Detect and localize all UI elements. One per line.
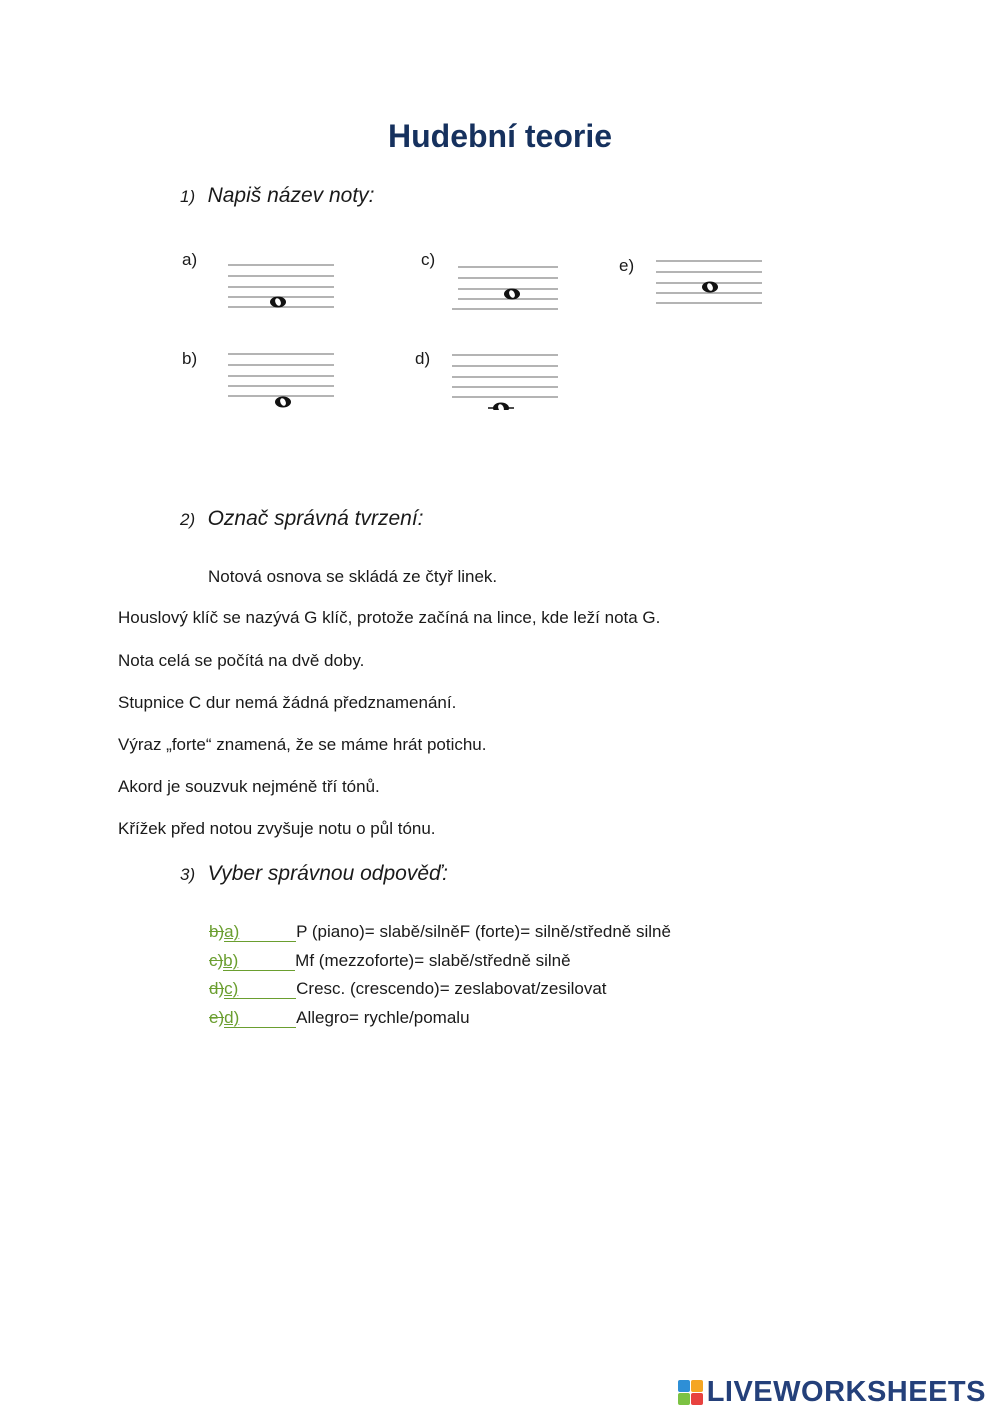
note-label-d: d) [415, 349, 431, 368]
section-title: Napiš název noty: [207, 184, 375, 207]
logo-text: LIVEWORKSHEETS [706, 1376, 986, 1408]
note-label-a: a) [182, 250, 198, 269]
answer-input[interactable]: c) [224, 980, 296, 999]
staff-d [450, 346, 560, 410]
answer-struck-label: b) [209, 922, 225, 941]
section-number: 1) [180, 187, 196, 206]
logo-square [691, 1393, 703, 1405]
note-label-c: c) [421, 250, 436, 269]
whole-note-c [504, 289, 520, 300]
staff-a [226, 256, 336, 320]
answer-text: Cresc. (crescendo)= zeslabovat/zesilovat [296, 979, 607, 998]
answer-input[interactable]: d) [224, 1009, 296, 1028]
answer-text: Mf (mezzoforte)= slabě/středně silně [295, 951, 571, 970]
section-number: 3) [180, 865, 196, 884]
page-title: Hudební teorie [387, 118, 612, 154]
whole-note-d [488, 403, 514, 411]
answer-row [209, 1008, 470, 1030]
logo-grid-icon [678, 1380, 703, 1405]
answer-text: P (piano)= slabě/silněF (forte)= silně/středně silně [296, 922, 671, 941]
answer-input[interactable]: b) [223, 952, 295, 971]
section-1-heading [180, 184, 375, 208]
answer-row [209, 979, 607, 1001]
answer-text: Allegro= rychle/pomalu [296, 1008, 470, 1027]
statement[interactable]: Akord je souzvuk nejméně tří tónů. [118, 777, 380, 796]
staff-e [654, 252, 764, 316]
answer-row [209, 922, 671, 944]
whole-note-e [702, 282, 718, 293]
logo-square [678, 1380, 690, 1392]
staff-b [226, 345, 336, 409]
liveworksheets-logo[interactable] [678, 1376, 986, 1409]
whole-note-b [275, 397, 291, 408]
section-title: Vyber správnou odpověď: [207, 862, 448, 885]
whole-note-a [270, 297, 286, 308]
logo-square [691, 1380, 703, 1392]
staff-c [450, 258, 560, 322]
statement[interactable]: Nota celá se počítá na dvě doby. [118, 651, 365, 670]
logo-square [678, 1393, 690, 1405]
answer-struck-label: e) [209, 1008, 225, 1027]
answer-struck-label: d) [209, 979, 225, 998]
statement[interactable]: Notová osnova se skládá ze čtyř linek. [208, 567, 498, 586]
section-3-heading [180, 862, 448, 886]
note-label-b: b) [182, 349, 198, 368]
statement[interactable]: Stupnice C dur nemá žádná předznamenání. [118, 693, 457, 712]
statement[interactable]: Křížek před notou zvyšuje notu o půl tónu. [118, 819, 436, 838]
statement[interactable]: Houslový klíč se nazývá G klíč, protože začíná na lince, kde leží nota G. [118, 608, 661, 627]
section-2-heading [180, 507, 424, 531]
section-number: 2) [180, 510, 196, 529]
answer-input[interactable]: a) [224, 923, 296, 942]
answer-row [209, 951, 571, 973]
section-title: Označ správná tvrzení: [207, 507, 424, 530]
note-label-e: e) [619, 256, 635, 275]
answer-struck-label: c) [209, 951, 224, 970]
statement[interactable]: Výraz „forte“ znamená, že se máme hrát potichu. [118, 735, 487, 754]
